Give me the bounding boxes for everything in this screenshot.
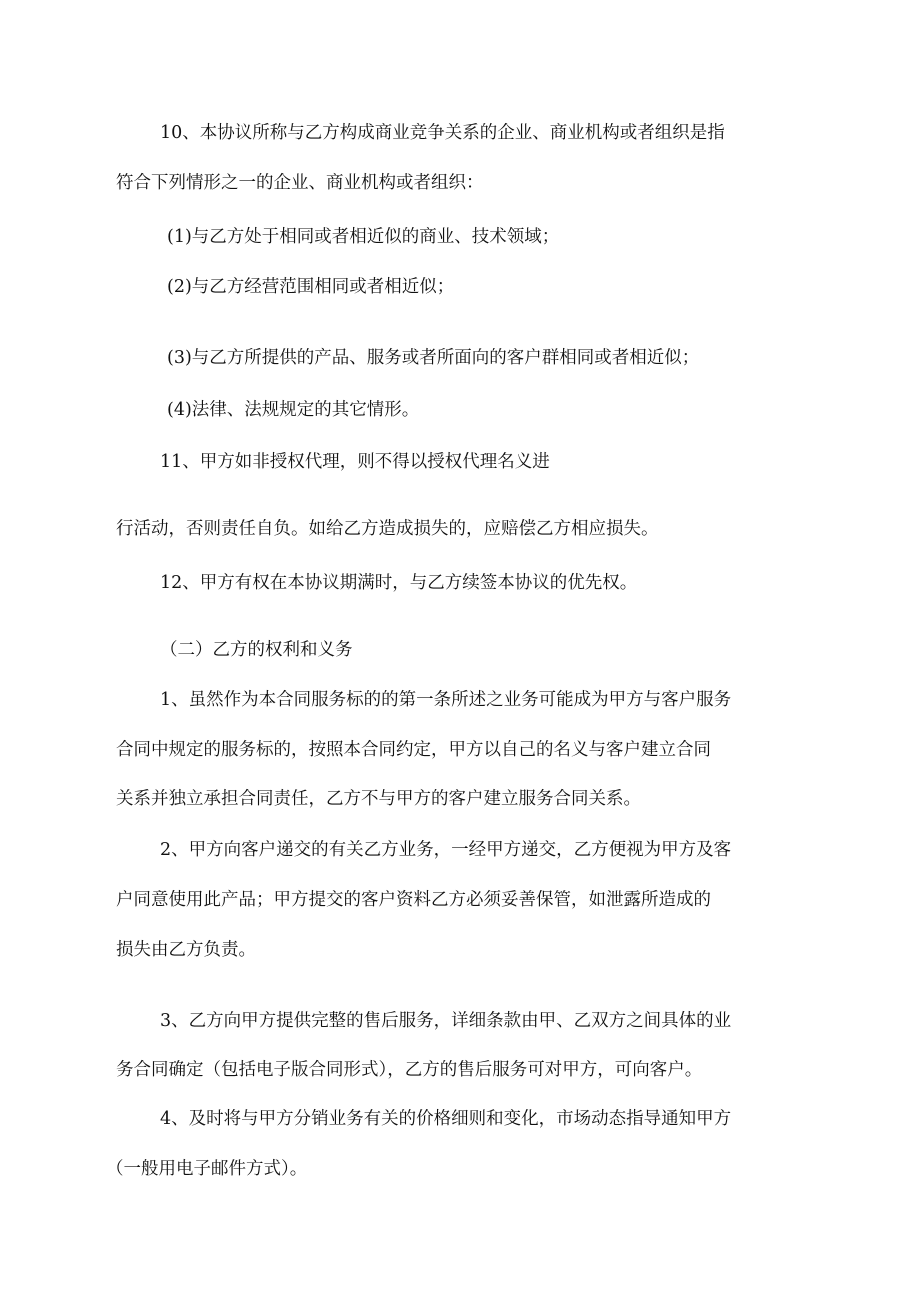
b-clause-1-line-1: 1、虽然作为本合同服务标的的第一条所述之业务可能成为甲方与客户服务 bbox=[160, 690, 732, 710]
clause-12-line-1: 12、甲方有权在本协议期满时，与乙方续签本协议的优先权。 bbox=[160, 573, 638, 593]
b-clause-4-line-1: 4、及时将与甲方分销业务有关的价格细则和变化，市场动态指导通知甲方 bbox=[160, 1109, 732, 1129]
clause-10-item-4: (4)法律、法规规定的其它情形。 bbox=[167, 400, 420, 420]
b-clause-3-line-2: 务合同确定（包括电子版合同形式），乙方的售后服务可对甲方，可向客户。 bbox=[116, 1060, 703, 1080]
b-clause-1-line-2: 合同中规定的服务标的，按照本合同约定，甲方以自己的名义与客户建立合同 bbox=[116, 740, 711, 760]
b-clause-4-line-2: （一般用电子邮件方式）。 bbox=[106, 1159, 308, 1179]
b-clause-2-line-2: 户同意使用此产品；甲方提交的客户资料乙方必须妥善保管，如泄露所造成的 bbox=[116, 890, 711, 910]
clause-11-line-2: 行活动，否则责任自负。如给乙方造成损失的，应赔偿乙方相应损失。 bbox=[116, 519, 659, 539]
section-heading: （二）乙方的权利和义务 bbox=[160, 640, 353, 660]
clause-11-line-1: 11、甲方如非授权代理，则不得以授权代理名义进 bbox=[160, 452, 550, 472]
clause-10-item-1: (1)与乙方处于相同或者相近似的商业、技术领域； bbox=[167, 227, 560, 247]
b-clause-1-line-3: 关系并独立承担合同责任，乙方不与甲方的客户建立服务合同关系。 bbox=[116, 789, 641, 809]
clause-10-line-1: 10、本协议所称与乙方构成商业竞争关系的企业、商业机构或者组织是指 bbox=[160, 123, 725, 143]
clause-10-item-3: (3)与乙方所提供的产品、服务或者所面向的客户群相同或者相近似； bbox=[167, 348, 700, 368]
b-clause-2-line-3: 损失由乙方负责。 bbox=[116, 940, 256, 960]
b-clause-2-line-1: 2、甲方向客户递交的有关乙方业务，一经甲方递交，乙方便视为甲方及客 bbox=[160, 840, 732, 860]
b-clause-3-line-1: 3、乙方向甲方提供完整的售后服务，详细条款由甲、乙双方之间具体的业 bbox=[160, 1011, 732, 1031]
clause-10-item-2: (2)与乙方经营范围相同或者相近似； bbox=[167, 277, 455, 297]
clause-10-line-2: 符合下列情形之一的企业、商业机构或者组织： bbox=[116, 173, 484, 193]
